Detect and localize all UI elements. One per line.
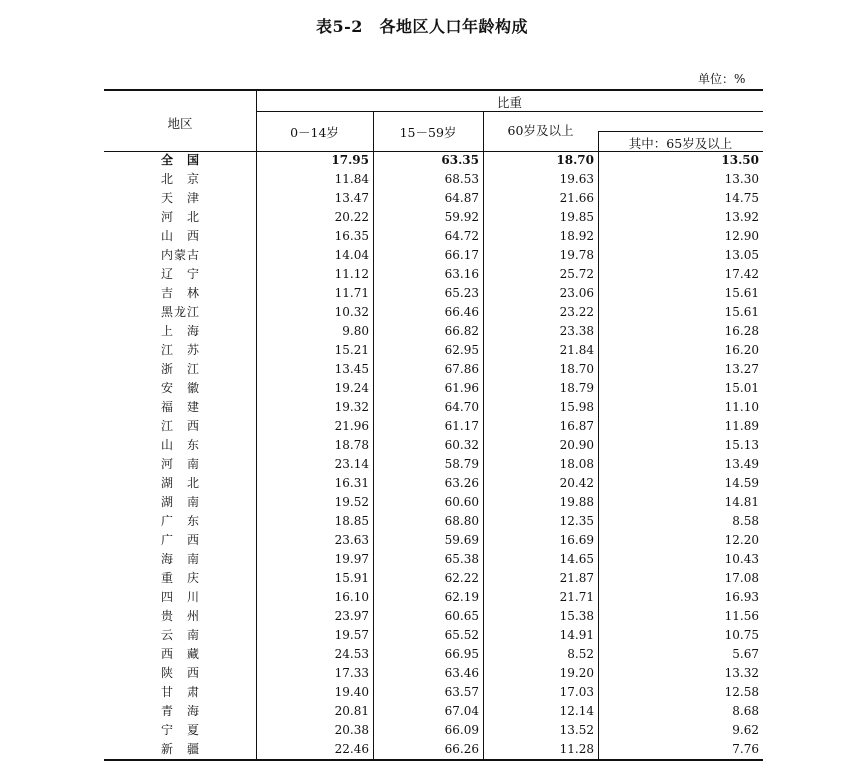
table-row	[104, 721, 763, 740]
region-name: 重 庆	[161, 571, 199, 585]
table-row	[104, 588, 763, 607]
value-65-plus: 15.61	[724, 305, 759, 319]
value-0-14: 24.53	[334, 647, 369, 661]
value-0-14: 15.91	[334, 571, 369, 585]
value-0-14: 16.35	[334, 229, 369, 243]
value-0-14: 19.52	[334, 495, 369, 509]
region-cell	[104, 189, 256, 208]
value-60-plus: 19.20	[559, 666, 594, 680]
region-cell	[104, 246, 256, 265]
value-0-14: 11.84	[334, 172, 369, 186]
region-name: 江 西	[161, 419, 199, 433]
header-proportion: 比重	[496, 95, 522, 110]
value-65-plus: 11.56	[724, 609, 759, 623]
value-60-plus: 14.65	[559, 552, 594, 566]
region-name: 山 东	[161, 438, 199, 452]
region-name: 贵 州	[161, 609, 199, 623]
value-0-14: 19.24	[334, 381, 369, 395]
value-60-plus: 19.63	[559, 172, 594, 186]
header-age-60-plus: 60岁及以上	[507, 123, 574, 138]
value-15-59: 66.09	[444, 723, 479, 737]
value-65-plus: 13.50	[721, 153, 759, 167]
value-0-14: 17.95	[331, 153, 369, 167]
region-cell	[104, 265, 256, 284]
value-65-plus: 10.43	[724, 552, 759, 566]
region-name: 天 津	[161, 191, 199, 205]
value-0-14: 9.80	[342, 324, 369, 338]
table-row	[104, 284, 763, 303]
region-name: 陕 西	[161, 666, 199, 680]
region-name: 福 建	[161, 400, 199, 414]
value-0-14: 22.46	[334, 742, 369, 756]
value-65-plus: 5.67	[732, 647, 759, 661]
value-65-plus: 17.42	[724, 267, 759, 281]
region-name: 江 苏	[161, 343, 199, 357]
table-row	[104, 626, 763, 645]
value-0-14: 11.71	[334, 286, 369, 300]
table-row	[104, 151, 763, 170]
table-row	[104, 531, 763, 550]
table-row	[104, 512, 763, 531]
value-65-plus: 8.58	[732, 514, 759, 528]
region-name: 湖 南	[161, 495, 199, 509]
value-15-59: 58.79	[444, 457, 479, 471]
table-row	[104, 227, 763, 246]
value-60-plus: 18.70	[559, 362, 594, 376]
value-0-14: 16.31	[334, 476, 369, 490]
value-0-14: 20.22	[334, 210, 369, 224]
value-65-plus: 15.61	[724, 286, 759, 300]
region-cell	[104, 284, 256, 303]
region-cell	[104, 170, 256, 189]
region-name: 内蒙古	[161, 248, 199, 262]
region-cell	[104, 474, 256, 493]
table-row	[104, 569, 763, 588]
value-60-plus: 18.08	[559, 457, 594, 471]
region-cell	[104, 379, 256, 398]
value-65-plus: 9.62	[732, 723, 759, 737]
value-60-plus: 18.79	[559, 381, 594, 395]
region-name: 广 西	[161, 533, 199, 547]
value-65-plus: 11.10	[724, 400, 759, 414]
value-15-59: 62.22	[444, 571, 479, 585]
value-60-plus: 19.78	[559, 248, 594, 262]
region-cell	[104, 436, 256, 455]
value-0-14: 13.47	[334, 191, 369, 205]
region-cell	[104, 702, 256, 721]
header-age-15-59: 15－59岁	[399, 125, 457, 140]
value-60-plus: 15.98	[559, 400, 594, 414]
proportion-rule	[256, 111, 763, 112]
value-15-59: 60.60	[444, 495, 479, 509]
value-15-59: 68.53	[444, 172, 479, 186]
value-65-plus: 11.89	[724, 419, 759, 433]
value-60-plus: 19.88	[559, 495, 594, 509]
region-name: 上 海	[161, 324, 199, 338]
value-60-plus: 20.90	[559, 438, 594, 452]
region-cell	[104, 455, 256, 474]
value-65-plus: 7.76	[732, 742, 759, 756]
table-row	[104, 683, 763, 702]
value-60-plus: 8.52	[567, 647, 594, 661]
value-60-plus: 11.28	[559, 742, 594, 756]
value-15-59: 59.69	[444, 533, 479, 547]
table-row	[104, 645, 763, 664]
value-15-59: 63.35	[441, 153, 479, 167]
value-60-plus: 18.92	[559, 229, 594, 243]
value-0-14: 19.32	[334, 400, 369, 414]
table-row	[104, 303, 763, 322]
table-row	[104, 455, 763, 474]
value-60-plus: 12.35	[559, 514, 594, 528]
value-15-59: 63.57	[444, 685, 479, 699]
unit-label: 单位：%	[698, 72, 746, 86]
region-name: 新 疆	[161, 742, 199, 756]
region-name: 湖 北	[161, 476, 199, 490]
table-row	[104, 170, 763, 189]
value-65-plus: 8.68	[732, 704, 759, 718]
value-60-plus: 16.87	[559, 419, 594, 433]
value-60-plus: 21.87	[559, 571, 594, 585]
table-row	[104, 189, 763, 208]
value-65-plus: 17.08	[724, 571, 759, 585]
value-60-plus: 14.91	[559, 628, 594, 642]
value-15-59: 66.95	[444, 647, 479, 661]
value-15-59: 61.17	[444, 419, 479, 433]
value-0-14: 19.97	[334, 552, 369, 566]
region-name: 山 西	[161, 229, 199, 243]
header-age-65-plus: 其中：65岁及以上	[628, 136, 733, 151]
value-65-plus: 15.13	[724, 438, 759, 452]
value-0-14: 17.33	[334, 666, 369, 680]
region-cell	[104, 664, 256, 683]
value-60-plus: 19.85	[559, 210, 594, 224]
value-65-plus: 12.20	[724, 533, 759, 547]
region-cell	[104, 208, 256, 227]
region-cell	[104, 550, 256, 569]
region-cell	[104, 493, 256, 512]
bottom-rule	[104, 759, 763, 761]
value-60-plus: 15.38	[559, 609, 594, 623]
value-60-plus: 16.69	[559, 533, 594, 547]
value-0-14: 23.14	[334, 457, 369, 471]
table-row	[104, 493, 763, 512]
value-15-59: 62.95	[444, 343, 479, 357]
region-cell	[104, 569, 256, 588]
value-15-59: 63.46	[444, 666, 479, 680]
value-15-59: 60.65	[444, 609, 479, 623]
value-0-14: 18.78	[334, 438, 369, 452]
region-cell	[104, 645, 256, 664]
value-65-plus: 13.32	[724, 666, 759, 680]
value-0-14: 19.40	[334, 685, 369, 699]
value-60-plus: 20.42	[559, 476, 594, 490]
table-row	[104, 664, 763, 683]
value-15-59: 66.46	[444, 305, 479, 319]
region-name: 宁 夏	[161, 723, 199, 737]
value-65-plus: 16.28	[724, 324, 759, 338]
value-0-14: 19.57	[334, 628, 369, 642]
region-cell	[104, 322, 256, 341]
value-65-plus: 16.20	[724, 343, 759, 357]
header-region: 地区	[167, 116, 193, 131]
region-name: 河 南	[161, 457, 199, 471]
table-row	[104, 436, 763, 455]
region-cell	[104, 227, 256, 246]
over65-rule	[598, 131, 763, 132]
table-row	[104, 360, 763, 379]
region-cell	[104, 721, 256, 740]
value-65-plus: 13.05	[724, 248, 759, 262]
region-cell	[104, 303, 256, 322]
value-15-59: 66.82	[444, 324, 479, 338]
value-15-59: 61.96	[444, 381, 479, 395]
value-15-59: 65.38	[444, 552, 479, 566]
value-0-14: 14.04	[334, 248, 369, 262]
value-0-14: 20.38	[334, 723, 369, 737]
value-60-plus: 25.72	[559, 267, 594, 281]
value-60-plus: 13.52	[559, 723, 594, 737]
value-60-plus: 23.38	[559, 324, 594, 338]
region-cell	[104, 531, 256, 550]
value-15-59: 66.26	[444, 742, 479, 756]
value-60-plus: 23.22	[559, 305, 594, 319]
table-row	[104, 246, 763, 265]
value-15-59: 63.16	[444, 267, 479, 281]
value-0-14: 11.12	[334, 267, 369, 281]
region-name: 北 京	[161, 172, 199, 186]
value-60-plus: 21.71	[559, 590, 594, 604]
value-65-plus: 13.49	[724, 457, 759, 471]
table-row	[104, 398, 763, 417]
region-name: 浙 江	[161, 362, 199, 376]
value-65-plus: 14.81	[724, 495, 759, 509]
value-60-plus: 23.06	[559, 286, 594, 300]
value-15-59: 66.17	[444, 248, 479, 262]
region-name: 云 南	[161, 628, 199, 642]
region-cell	[104, 417, 256, 436]
region-name: 四 川	[161, 590, 199, 604]
value-60-plus: 17.03	[559, 685, 594, 699]
value-0-14: 15.21	[334, 343, 369, 357]
region-cell	[104, 151, 256, 170]
region-name: 广 东	[161, 514, 199, 528]
value-15-59: 64.87	[444, 191, 479, 205]
value-15-59: 68.80	[444, 514, 479, 528]
value-0-14: 21.96	[334, 419, 369, 433]
table-row	[104, 341, 763, 360]
header-age-0-14: 0－14岁	[290, 125, 339, 140]
value-65-plus: 14.75	[724, 191, 759, 205]
table-row	[104, 379, 763, 398]
region-name: 青 海	[161, 704, 199, 718]
table-row	[104, 208, 763, 227]
region-cell	[104, 341, 256, 360]
value-15-59: 67.86	[444, 362, 479, 376]
value-15-59: 65.23	[444, 286, 479, 300]
value-65-plus: 13.92	[724, 210, 759, 224]
region-cell	[104, 607, 256, 626]
table-row	[104, 265, 763, 284]
region-cell	[104, 360, 256, 379]
value-60-plus: 18.70	[556, 153, 594, 167]
region-cell	[104, 740, 256, 759]
value-60-plus: 21.66	[559, 191, 594, 205]
value-0-14: 20.81	[334, 704, 369, 718]
region-name: 黑龙江	[161, 305, 199, 319]
region-name: 安 徽	[161, 381, 199, 395]
table-row	[104, 740, 763, 759]
value-0-14: 16.10	[334, 590, 369, 604]
table-title: 表5-2 各地区人口年龄构成	[316, 17, 528, 36]
age-structure-table	[104, 89, 763, 761]
value-0-14: 23.97	[334, 609, 369, 623]
region-name: 西 藏	[161, 647, 199, 661]
table-row	[104, 607, 763, 626]
region-cell	[104, 398, 256, 417]
value-15-59: 60.32	[444, 438, 479, 452]
region-cell	[104, 512, 256, 531]
region-cell	[104, 626, 256, 645]
value-60-plus: 12.14	[559, 704, 594, 718]
region-cell	[104, 588, 256, 607]
value-0-14: 18.85	[334, 514, 369, 528]
value-15-59: 63.26	[444, 476, 479, 490]
region-name: 河 北	[161, 210, 199, 224]
value-65-plus: 12.90	[724, 229, 759, 243]
value-60-plus: 21.84	[559, 343, 594, 357]
table-row	[104, 417, 763, 436]
value-65-plus: 14.59	[724, 476, 759, 490]
region-name: 吉 林	[161, 286, 199, 300]
top-rule	[104, 89, 763, 91]
value-65-plus: 16.93	[724, 590, 759, 604]
value-15-59: 65.52	[444, 628, 479, 642]
table-row	[104, 322, 763, 341]
value-0-14: 10.32	[334, 305, 369, 319]
value-15-59: 64.70	[444, 400, 479, 414]
table-row	[104, 474, 763, 493]
value-65-plus: 15.01	[724, 381, 759, 395]
value-65-plus: 13.30	[724, 172, 759, 186]
table-row	[104, 702, 763, 721]
value-0-14: 23.63	[334, 533, 369, 547]
value-0-14: 13.45	[334, 362, 369, 376]
value-65-plus: 13.27	[724, 362, 759, 376]
region-name: 全 国	[161, 153, 199, 167]
value-15-59: 67.04	[444, 704, 479, 718]
value-15-59: 59.92	[444, 210, 479, 224]
table-row	[104, 550, 763, 569]
region-name: 甘 肃	[161, 685, 199, 699]
region-name: 海 南	[161, 552, 199, 566]
value-65-plus: 12.58	[724, 685, 759, 699]
region-name: 辽 宁	[161, 267, 199, 281]
value-65-plus: 10.75	[724, 628, 759, 642]
value-15-59: 64.72	[444, 229, 479, 243]
value-15-59: 62.19	[444, 590, 479, 604]
region-cell	[104, 683, 256, 702]
